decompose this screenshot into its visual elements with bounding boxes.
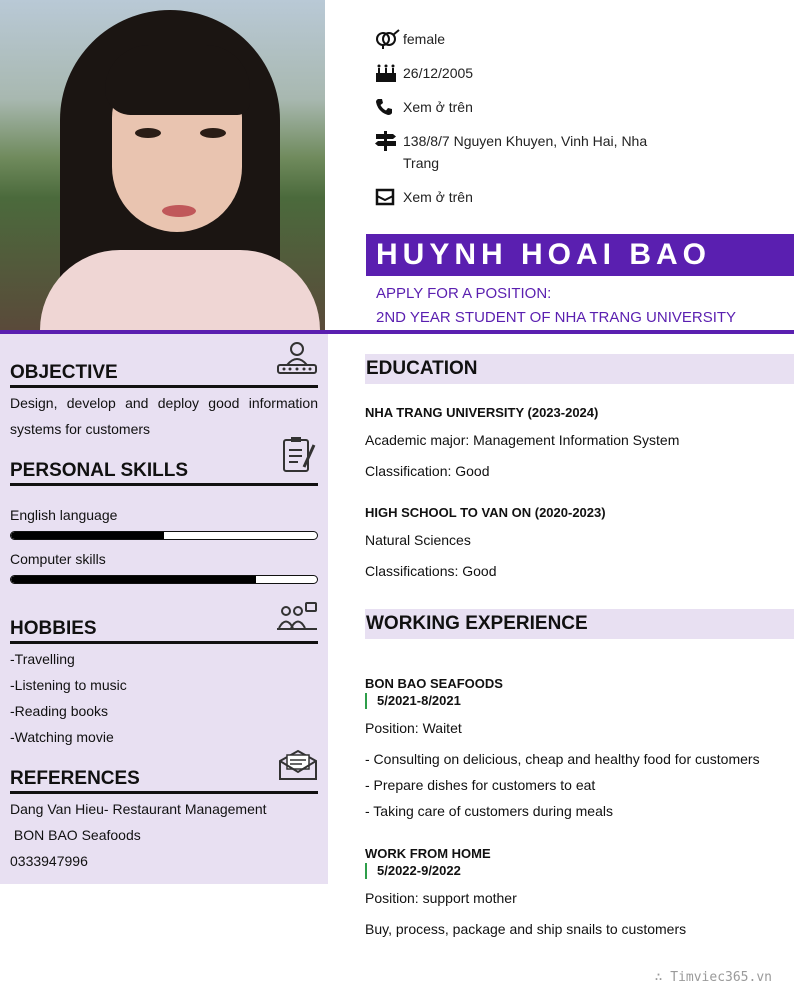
address-line-1: 138/8/7 Nguyen Khuyen, Vinh Hai, Nha: [403, 133, 648, 149]
apply-line-1: APPLY FOR A POSITION:: [376, 285, 552, 302]
email-text: Xem ở trên: [403, 189, 473, 205]
objective-title: OBJECTIVE: [10, 362, 118, 383]
references-title: REFERENCES: [10, 768, 140, 789]
candidate-name: HUYNH HOAI BAO: [366, 234, 794, 276]
address-line-2: Trang: [403, 155, 440, 171]
hobby-item: -Travelling: [10, 651, 75, 667]
profile-photo: [0, 0, 325, 330]
hobbies-section-title: [10, 616, 318, 644]
job-task: - Prepare dishes for customers to eat: [365, 777, 596, 793]
job-company: BON BAO SEAFOODS: [365, 676, 503, 691]
person-at-desk-icon: [276, 341, 318, 383]
objective-section-title: [10, 360, 318, 388]
education-detail: Natural Sciences: [365, 532, 471, 548]
watermark: ∴ Timviec365.vn: [654, 970, 772, 985]
reference-line: BON BAO Seafoods: [10, 827, 141, 843]
skill-label-english: English language: [10, 507, 118, 523]
education-school: NHA TRANG UNIVERSITY (2023-2024): [365, 405, 599, 420]
birthday-text: 26/12/2005: [403, 65, 474, 81]
signpost-icon: [375, 130, 403, 152]
skill-bar-fill: [11, 576, 256, 583]
reference-line: 0333947996: [10, 853, 88, 869]
birthday-cake-icon: [375, 62, 403, 84]
apply-position: [376, 282, 736, 330]
job-task: Buy, process, package and ship snails to customers: [365, 921, 687, 937]
hobby-item: -Watching movie: [10, 729, 114, 745]
job-company: WORK FROM HOME: [365, 846, 491, 861]
hobbies-title: HOBBIES: [10, 618, 97, 639]
envelope-icon: [375, 186, 403, 208]
job-task: - Consulting on delicious, cheap and healthy food for customers: [365, 751, 760, 767]
objective-line-1: Design, develop and deploy good information: [10, 395, 318, 411]
apply-line-2: 2ND YEAR STUDENT OF NHA TRANG UNIVERSITY: [376, 309, 737, 326]
hobby-item: -Listening to music: [10, 677, 127, 693]
skill-bar-english: [10, 531, 318, 540]
education-detail: Classification: Good: [365, 463, 490, 479]
gender-row: [375, 28, 665, 50]
skills-title: PERSONAL SKILLS: [10, 460, 189, 481]
skill-bar-computer: [10, 575, 318, 584]
gender-text: female: [403, 31, 446, 47]
phone-text: Xem ở trên: [403, 99, 473, 115]
contact-info: [375, 28, 665, 220]
photo-lips: [162, 205, 196, 217]
hobby-item: -Reading books: [10, 703, 109, 719]
education-school: HIGH SCHOOL TO VAN ON (2020-2023): [365, 505, 606, 520]
address-row: [375, 130, 665, 174]
photo-shirt: [40, 250, 320, 330]
education-section-title: EDUCATION: [365, 354, 794, 384]
hobby-people-icon: [276, 601, 318, 639]
letter-icon: [278, 749, 318, 789]
job-period: 5/2022-9/2022: [365, 863, 461, 879]
skill-label-computer: Computer skills: [10, 551, 106, 567]
experience-section-title: WORKING EXPERIENCE: [365, 609, 794, 639]
phone-row: [375, 96, 665, 118]
email-row: [375, 186, 665, 208]
job-position: Position: support mother: [365, 890, 517, 906]
job-position: Position: Waitet: [365, 720, 462, 736]
job-period: 5/2021-8/2021: [365, 693, 461, 709]
reference-line: Dang Van Hieu- Restaurant Management: [10, 801, 267, 817]
photo-bangs: [105, 45, 250, 115]
references-section-title: [10, 766, 318, 794]
skills-section-title: [10, 458, 318, 486]
education-detail: Classifications: Good: [365, 563, 497, 579]
job-task: - Taking care of customers during meals: [365, 803, 613, 819]
education-detail: Academic major: Management Information System: [365, 432, 680, 448]
photo-eye-right: [200, 128, 226, 138]
gender-icon: [375, 28, 403, 50]
checklist-icon: [280, 437, 318, 481]
phone-icon: [375, 96, 403, 118]
photo-eye-left: [135, 128, 161, 138]
objective-line-2: systems for customers: [10, 421, 151, 437]
skill-bar-fill: [11, 532, 164, 539]
birthday-row: [375, 62, 665, 84]
address-text: [403, 130, 647, 174]
